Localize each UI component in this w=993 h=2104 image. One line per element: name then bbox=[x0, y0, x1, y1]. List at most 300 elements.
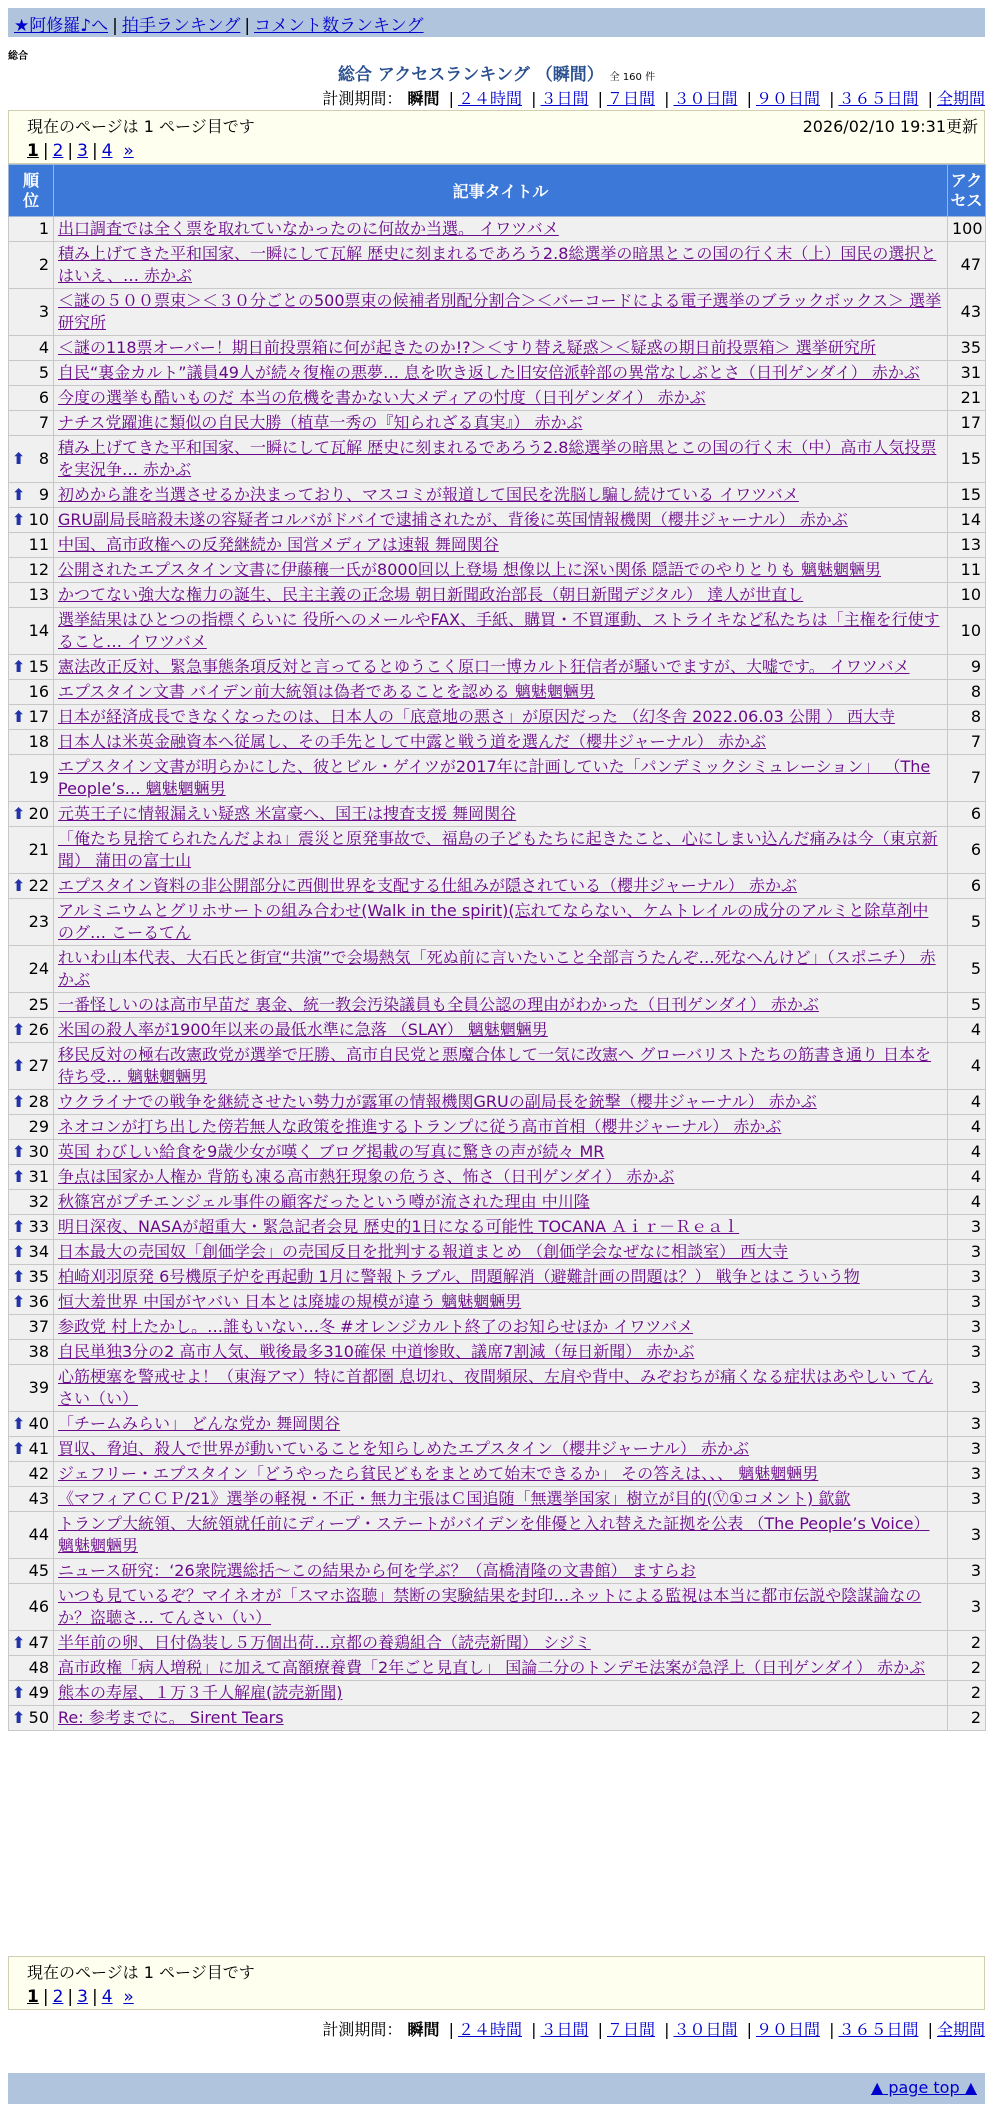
access-count: 7 bbox=[948, 755, 986, 802]
rank-cell bbox=[9, 436, 54, 483]
title-cell bbox=[54, 1656, 948, 1681]
rank-number: 16 bbox=[28, 682, 49, 701]
rank-cell bbox=[9, 802, 54, 827]
period-link-7d-bottom[interactable]: ７日間 bbox=[606, 2020, 655, 2039]
title-cell bbox=[54, 946, 948, 993]
access-count: 43 bbox=[948, 289, 986, 336]
page-current-bottom: 1 bbox=[27, 1987, 39, 2007]
article-title-link[interactable]: 買収、脅迫、殺人で世界が動いていることを知らしめたエプスタイン（櫻井ジャーナル） 赤かぶ bbox=[58, 1439, 750, 1458]
access-count: 4 bbox=[948, 1165, 986, 1190]
rank-number: 7 bbox=[38, 413, 49, 432]
rank-cell bbox=[9, 1190, 54, 1215]
title-cell bbox=[54, 1412, 948, 1437]
header-access: アクセス bbox=[948, 165, 986, 217]
table-row bbox=[9, 1190, 986, 1215]
rank-cell bbox=[9, 1315, 54, 1340]
period-link-24h[interactable]: ２４時間 bbox=[457, 89, 522, 108]
access-count: 100 bbox=[948, 217, 986, 242]
rank-up-icon: ⬆ bbox=[12, 1683, 26, 1702]
access-count: 2 bbox=[948, 1706, 986, 1731]
title-cell bbox=[54, 533, 948, 558]
access-count: 3 bbox=[948, 1315, 986, 1340]
rank-cell bbox=[9, 1215, 54, 1240]
page-top-link[interactable]: ▲ page top ▲ bbox=[870, 2078, 977, 2097]
bottom-bar bbox=[8, 2073, 985, 2104]
title-cell bbox=[54, 483, 948, 508]
current-page-text: 現在のページは 1 ページ目です bbox=[27, 117, 255, 136]
access-count: 3 bbox=[948, 1215, 986, 1240]
rank-number: 26 bbox=[28, 1020, 49, 1039]
table-row bbox=[9, 705, 986, 730]
rank-cell bbox=[9, 1140, 54, 1165]
article-title-link[interactable]: 出口調査では全く票を取れていなかったのに何故か当選。 イワツバメ bbox=[58, 219, 559, 238]
rank-cell bbox=[9, 1706, 54, 1731]
table-row bbox=[9, 336, 986, 361]
article-title-link[interactable]: Re: 参考までに。 Sirent Tears bbox=[58, 1708, 284, 1727]
period-link-3d[interactable]: ３日間 bbox=[540, 89, 589, 108]
page-link-2[interactable]: 2 bbox=[52, 141, 64, 161]
table-row bbox=[9, 386, 986, 411]
rank-number: 18 bbox=[28, 732, 49, 751]
rank-cell bbox=[9, 1115, 54, 1140]
period-link-all-bottom[interactable]: 全期間 bbox=[936, 2020, 985, 2039]
table-row bbox=[9, 436, 986, 483]
title-cell bbox=[54, 1487, 948, 1512]
rank-cell bbox=[9, 386, 54, 411]
rank-cell bbox=[9, 1559, 54, 1584]
title-cell bbox=[54, 1315, 948, 1340]
article-title-link[interactable]: 高市政権「病人増税」に加えて高額療養費「2年ごと見直し」 国論二分のトンデモ法案が急浮上（日刊ゲンダイ） 赤かぶ bbox=[58, 1658, 926, 1677]
title-cell bbox=[54, 1365, 948, 1412]
title-cell bbox=[54, 558, 948, 583]
title-cell bbox=[54, 217, 948, 242]
page-next-link-bottom[interactable]: » bbox=[123, 1987, 134, 2007]
rank-cell bbox=[9, 827, 54, 874]
table-row bbox=[9, 1240, 986, 1265]
article-title-link[interactable]: 日本最大の売国奴「創価学会」の売国反日を批判する報道まとめ （創価学会なぜなに相談室） 西大寺 bbox=[58, 1242, 789, 1261]
page-next-link[interactable]: » bbox=[123, 141, 134, 161]
rank-up-icon: ⬆ bbox=[12, 876, 26, 895]
access-count: 31 bbox=[948, 361, 986, 386]
table-row bbox=[9, 1656, 986, 1681]
rank-number: 48 bbox=[28, 1658, 49, 1677]
rank-cell bbox=[9, 336, 54, 361]
rank-number: 6 bbox=[38, 388, 49, 407]
article-title-link[interactable]: 熊本の寿屋、１万３千人解雇(読売新聞) bbox=[58, 1683, 343, 1702]
period-selector-bottom: 計測期間： 瞬間 | ２４時間 | ３日間 | ７日間 | ３０日間 | ９０日間 | ３６５日間 | 全期間 bbox=[322, 2020, 985, 2039]
access-count: 3 bbox=[948, 1512, 986, 1559]
table-row bbox=[9, 755, 986, 802]
title-cell bbox=[54, 242, 948, 289]
rank-up-icon: ⬆ bbox=[12, 510, 26, 529]
article-title-link[interactable]: ＜謎の118票オーバー！期日前投票箱に何が起きたのか!?＞＜すり替え疑惑＞＜疑惑の期日前投票箱＞ 選挙研究所 bbox=[58, 338, 876, 357]
article-title-link[interactable]: 自民“裏金カルト”議員49人が続々復権の悪夢… 息を吹き返した旧安倍派幹部の異常なしぶとさ（日刊ゲンダイ） 赤かぶ bbox=[58, 363, 920, 382]
access-count: 3 bbox=[948, 1240, 986, 1265]
rank-number: 22 bbox=[28, 876, 49, 895]
access-count: 35 bbox=[948, 336, 986, 361]
total-count: 全 160 件 bbox=[609, 72, 656, 83]
access-count: 2 bbox=[948, 1631, 986, 1656]
title-cell bbox=[54, 802, 948, 827]
rank-cell bbox=[9, 533, 54, 558]
access-count: 8 bbox=[948, 680, 986, 705]
article-title-link[interactable]: 元英王子に情報漏えい疑惑 米富豪へ、国王は捜査支援 舞岡関谷 bbox=[58, 804, 517, 823]
article-title-link[interactable]: 柏崎刈羽原発 6号機原子炉を再起動 1月に警報トラブル、問題解消（避難計画の問題は？） 戦争とはこういう物 bbox=[58, 1267, 860, 1286]
article-title-link[interactable]: 今度の選挙も酷いものだ 本当の危機を書かない大メディアの忖度（日刊ゲンダイ） 赤かぶ bbox=[58, 388, 706, 407]
access-count: 4 bbox=[948, 1140, 986, 1165]
table-row bbox=[9, 730, 986, 755]
rank-cell bbox=[9, 1584, 54, 1631]
rank-number: 34 bbox=[28, 1242, 49, 1261]
table-row bbox=[9, 1365, 986, 1412]
article-title-link[interactable]: ナチス党躍進に類似の自民大勝（植草一秀の『知られざる真実』） 赤かぶ bbox=[58, 413, 583, 432]
rank-up-icon: ⬆ bbox=[12, 1242, 26, 1261]
nav-link-asyura-home[interactable]: ★阿修羅♪へ bbox=[14, 16, 109, 36]
rank-number: 11 bbox=[28, 535, 49, 554]
rank-number: 25 bbox=[28, 995, 49, 1014]
rank-number: 28 bbox=[28, 1092, 49, 1111]
article-title-link[interactable]: 米国の殺人率が1900年以来の最低水準に急落 （SLAY） 魑魅魍魎男 bbox=[58, 1020, 548, 1039]
title-cell bbox=[54, 1437, 948, 1462]
access-count: 5 bbox=[948, 946, 986, 993]
title-cell bbox=[54, 608, 948, 655]
article-title-link[interactable]: GRU副局長暗殺未遂の容疑者コルバがドバイで逮捕されたが、背後に英国情報機関（櫻井ジャーナル） 赤かぶ bbox=[58, 510, 848, 529]
article-title-link[interactable]: 恒大羞世界 中国がヤバい 日本とは廃墟の規模が違う 魑魅魍魎男 bbox=[58, 1292, 522, 1311]
title-cell bbox=[54, 1462, 948, 1487]
access-count: 11 bbox=[948, 558, 986, 583]
article-title-link[interactable]: 「俺たち見捨てられたんだよね」震災と原発事故で、福島の子どもたちに起きたこと、心にしまい込んだ痛みは今（東京新聞） 蒲田の富士山 bbox=[58, 829, 938, 870]
access-count: 14 bbox=[948, 508, 986, 533]
table-row bbox=[9, 1462, 986, 1487]
rank-number: 1 bbox=[38, 219, 49, 238]
access-count: 9 bbox=[948, 655, 986, 680]
rank-number: 40 bbox=[28, 1414, 49, 1433]
table-row bbox=[9, 1412, 986, 1437]
table-row bbox=[9, 1115, 986, 1140]
rank-up-icon: ⬆ bbox=[12, 707, 26, 726]
page-link-4[interactable]: 4 bbox=[101, 141, 113, 161]
table-row bbox=[9, 1706, 986, 1731]
rank-cell bbox=[9, 1265, 54, 1290]
rank-number: 45 bbox=[28, 1561, 49, 1580]
access-count: 3 bbox=[948, 1559, 986, 1584]
ranking-table-body bbox=[9, 217, 986, 1731]
article-title-link[interactable]: 日本人は米英金融資本へ従属し、その手先として中露と戦う道を選んだ（櫻井ジャーナル） 赤かぶ bbox=[58, 732, 766, 751]
table-row bbox=[9, 1584, 986, 1631]
rank-number: 21 bbox=[28, 840, 49, 859]
table-row bbox=[9, 1290, 986, 1315]
rank-number: 44 bbox=[28, 1525, 49, 1544]
rank-cell bbox=[9, 1365, 54, 1412]
rank-cell bbox=[9, 1043, 54, 1090]
table-row bbox=[9, 1681, 986, 1706]
article-title-link[interactable]: 中国、高市政権への反発継続か 国営メディアは速報 舞岡関谷 bbox=[58, 535, 499, 554]
table-row bbox=[9, 361, 986, 386]
rank-cell bbox=[9, 1437, 54, 1462]
article-title-link[interactable]: アルミニウムとグリホサートの組み合わせ(Walk in the spirit)(忘れてならない、ケムトレイルの成分のアルミと除草剤中のグ… こーるてん bbox=[58, 901, 929, 942]
title-cell bbox=[54, 289, 948, 336]
table-row bbox=[9, 1140, 986, 1165]
article-title-link[interactable]: ネオコンが打ち出した傍若無人な政策を推進するトランプに従う高市首相（櫻井ジャーナル） 赤かぶ bbox=[58, 1117, 782, 1136]
rank-cell bbox=[9, 730, 54, 755]
rank-cell bbox=[9, 1681, 54, 1706]
title-cell bbox=[54, 827, 948, 874]
article-title-link[interactable]: トランプ大統領、大統領就任前にディープ・ステートがバイデンを俳優と入れ替えた証拠を公表 （The People’s Voice） 魑魅魍魎男 bbox=[58, 1514, 930, 1555]
nav-link-clap-ranking[interactable]: 拍手ランキング bbox=[121, 16, 241, 36]
period-link-90d-bottom[interactable]: ９０日間 bbox=[755, 2020, 820, 2039]
table-row bbox=[9, 411, 986, 436]
rank-up-icon: ⬆ bbox=[12, 1167, 26, 1186]
table-header-row bbox=[9, 165, 986, 217]
rank-number: 35 bbox=[28, 1267, 49, 1286]
rank-number: 30 bbox=[28, 1142, 49, 1161]
title-cell bbox=[54, 508, 948, 533]
access-count: 3 bbox=[948, 1437, 986, 1462]
rank-up-icon: ⬆ bbox=[12, 1092, 26, 1111]
pagination-top bbox=[8, 110, 985, 164]
article-title-link[interactable]: 《マフィアＣＣＰ/21》選挙の軽視・不正・無力主張はＣ国追随「無選挙国家」樹立が目的(Ⓥ①コメント) 歙歙 bbox=[58, 1489, 851, 1508]
rank-cell bbox=[9, 483, 54, 508]
article-title-link[interactable]: 半年前の卵、日付偽装し５万個出荷…京都の養鶏組合（読売新聞） シジミ bbox=[58, 1633, 591, 1652]
access-count: 15 bbox=[948, 483, 986, 508]
rank-number: 20 bbox=[28, 804, 49, 823]
period-link-365d-bottom[interactable]: ３６５日間 bbox=[838, 2020, 919, 2039]
title-cell bbox=[54, 361, 948, 386]
rank-up-icon: ⬆ bbox=[12, 1142, 26, 1161]
access-count: 5 bbox=[948, 993, 986, 1018]
rank-number: 23 bbox=[28, 912, 49, 931]
article-title-link[interactable]: 初めから誰を当選させるか決まっており、マスコミが報道して国民を洗脳し騙し続けている イワツバメ bbox=[58, 485, 799, 504]
table-row bbox=[9, 608, 986, 655]
title-cell bbox=[54, 1706, 948, 1731]
page-current: 1 bbox=[27, 141, 39, 161]
rank-number: 36 bbox=[28, 1292, 49, 1311]
period-link-365d[interactable]: ３６５日間 bbox=[838, 89, 919, 108]
table-row bbox=[9, 558, 986, 583]
rank-number: 31 bbox=[28, 1167, 49, 1186]
article-title-link[interactable]: エプスタイン文書が明らかにした、彼とビル・ゲイツが2017年に計画していた「パンデミックシミュレーション」 （The People’s… 魑魅魍魎男 bbox=[58, 757, 931, 798]
access-count: 3 bbox=[948, 1290, 986, 1315]
table-row bbox=[9, 508, 986, 533]
access-count: 4 bbox=[948, 1043, 986, 1090]
table-row bbox=[9, 946, 986, 993]
access-count: 5 bbox=[948, 899, 986, 946]
access-count: 3 bbox=[948, 1265, 986, 1290]
table-row bbox=[9, 1043, 986, 1090]
rank-up-icon: ⬆ bbox=[12, 657, 26, 676]
title-cell bbox=[54, 336, 948, 361]
access-count: 47 bbox=[948, 242, 986, 289]
article-title-link[interactable]: れいわ山本代表、大石氏と街宣“共演”で会場熱気「死ぬ前に言いたいこと全部言うたんぞ…死なへんけど」（スポニチ） 赤かぶ bbox=[58, 948, 936, 989]
title-cell bbox=[54, 1631, 948, 1656]
article-title-link[interactable]: 憲法改正反対、緊急事態条項反対と言ってるとゆうこく原口一博カルト狂信者が騒いでますが、大嘘です。 イワツバメ bbox=[58, 657, 910, 676]
access-count: 3 bbox=[948, 1412, 986, 1437]
nav-link-comment-ranking[interactable]: コメント数ランキング bbox=[254, 16, 424, 36]
title-cell bbox=[54, 705, 948, 730]
title-cell bbox=[54, 680, 948, 705]
title-cell bbox=[54, 436, 948, 483]
page-link-4-bottom[interactable]: 4 bbox=[101, 1987, 113, 2007]
title-cell bbox=[54, 1584, 948, 1631]
period-link-7d[interactable]: ７日間 bbox=[606, 89, 655, 108]
title-cell bbox=[54, 1018, 948, 1043]
title-cell bbox=[54, 1043, 948, 1090]
rank-number: 50 bbox=[28, 1708, 49, 1727]
rank-cell bbox=[9, 874, 54, 899]
article-title-link[interactable]: 秋篠宮がプチエンジェル事件の顧客だったという噂が流された理由 中川隆 bbox=[58, 1192, 590, 1211]
access-count: 4 bbox=[948, 1018, 986, 1043]
rank-number: 47 bbox=[28, 1633, 49, 1652]
access-count: 6 bbox=[948, 802, 986, 827]
article-title-link[interactable]: 英国 わびしい給食を9歳少女が嘆く ブログ掲載の写真に驚きの声が続々 MR bbox=[58, 1142, 605, 1161]
article-title-link[interactable]: 参政党 村上たかし。…誰もいない…冬 #オレンジカルト終了のお知らせほか イワツバメ bbox=[58, 1317, 694, 1336]
rank-cell bbox=[9, 899, 54, 946]
title-cell bbox=[54, 1190, 948, 1215]
rank-cell bbox=[9, 583, 54, 608]
table-row bbox=[9, 899, 986, 946]
table-row bbox=[9, 1437, 986, 1462]
rank-number: 13 bbox=[28, 585, 49, 604]
article-title-link[interactable]: 公開されたエプスタイン文書に伊藤穰一氏が8000回以上登場 想像以上に深い関係 隠語でのやりとりも 魑魅魍魎男 bbox=[58, 560, 882, 579]
title-cell bbox=[54, 1240, 948, 1265]
access-count: 10 bbox=[948, 583, 986, 608]
access-count: 2 bbox=[948, 1681, 986, 1706]
rank-cell bbox=[9, 1462, 54, 1487]
page-links-bottom: 1 | 2 | 3 | 4 » bbox=[27, 1987, 134, 2007]
title-cell bbox=[54, 655, 948, 680]
ranking-title: 総合 アクセスランキング （瞬間） bbox=[337, 65, 604, 85]
rank-up-icon: ⬆ bbox=[12, 1439, 26, 1458]
rank-number: 49 bbox=[28, 1683, 49, 1702]
table-row bbox=[9, 533, 986, 558]
period-link-3d-bottom[interactable]: ３日間 bbox=[540, 2020, 589, 2039]
rank-cell bbox=[9, 680, 54, 705]
article-title-link[interactable]: 明日深夜、NASAが超重大・緊急記者会見 歴史的1日になる可能性 TOCANA Ａｉｒ－Ｒｅａｌ bbox=[58, 1217, 740, 1236]
rank-number: 33 bbox=[28, 1217, 49, 1236]
rank-number: 17 bbox=[28, 707, 49, 726]
article-title-link[interactable]: 心筋梗塞を警戒せよ！（東海アマ）特に首都圏 息切れ、夜間頻尿、左肩や背中、みぞおちが痛くなる症状はあやしい てんさい（い） bbox=[58, 1367, 934, 1408]
article-title-link[interactable]: ＜謎の５００票束＞＜３０分ごとの500票束の候補者別配分割合＞＜バーコードによる電子選挙のブラックボックス＞ 選挙研究所 bbox=[58, 291, 942, 332]
rank-number: 38 bbox=[28, 1342, 49, 1361]
updated-timestamp: 2026/02/10 19:31更新 bbox=[802, 117, 978, 136]
access-count: 21 bbox=[948, 386, 986, 411]
rank-cell bbox=[9, 1656, 54, 1681]
access-count: 3 bbox=[948, 1584, 986, 1631]
table-row bbox=[9, 242, 986, 289]
rank-cell bbox=[9, 946, 54, 993]
rank-number: 9 bbox=[38, 485, 49, 504]
article-title-link[interactable]: 選挙結果はひとつの指標くらいに 役所へのメールやFAX、手紙、購買・不買運動、ストライキなど私たちは「主権を行使すること… イワツバメ bbox=[58, 610, 940, 651]
period-link-30d[interactable]: ３０日間 bbox=[673, 89, 738, 108]
title-cell bbox=[54, 1559, 948, 1584]
article-title-link[interactable]: エプスタイン文書 バイデン前大統領は偽者であることを認める 魑魅魍魎男 bbox=[58, 682, 595, 701]
article-title-link[interactable]: 日本が経済成長できなくなったのは、日本人の「底意地の悪さ」が原因だった （幻冬舎 2022.06.03 公開 ） 西大寺 bbox=[58, 707, 896, 726]
page-link-2-bottom[interactable]: 2 bbox=[52, 1987, 64, 2007]
table-row bbox=[9, 1090, 986, 1115]
title-cell bbox=[54, 1140, 948, 1165]
access-count: 3 bbox=[948, 1487, 986, 1512]
article-title-link[interactable]: ニュース研究：‘26衆院選総括〜この結果から何を学ぶ？（高橋清隆の文書館） ますらお bbox=[58, 1561, 696, 1580]
period-current: 瞬間 bbox=[407, 89, 440, 108]
article-title-link[interactable]: いつも見ているぞ？マイネオが「スマホ盗聴」禁断の実験結果を封印…ネットによる監視は本当に都市伝説や陰謀論なのか？盗聴さ… てんさい（い） bbox=[58, 1586, 922, 1627]
rank-cell bbox=[9, 993, 54, 1018]
top-nav-bar: ★阿修羅♪へ | 拍手ランキング | コメント数ランキング bbox=[8, 8, 985, 37]
article-title-link[interactable]: 一番怪しいのは高市早苗だ 裏金、統一教会汚染議員も全員公認の理由がわかった（日刊ゲンダイ） 赤かぶ bbox=[58, 995, 819, 1014]
rank-cell bbox=[9, 1165, 54, 1190]
article-title-link[interactable]: ウクライナでの戦争を継続させたい勢力が露軍の情報機関GRUの副局長を銃撃（櫻井ジャーナル） 赤かぶ bbox=[58, 1092, 817, 1111]
ranking-table bbox=[8, 164, 986, 1731]
title-cell bbox=[54, 1290, 948, 1315]
table-row bbox=[9, 1631, 986, 1656]
page-links: 1 | 2 | 3 | 4 » bbox=[27, 141, 134, 161]
article-title-link[interactable]: エプスタイン資料の非公開部分に西側世界を支配する仕組みが隠されている（櫻井ジャーナル） 赤かぶ bbox=[58, 876, 798, 895]
period-link-24h-bottom[interactable]: ２４時間 bbox=[457, 2020, 522, 2039]
period-selector-top: 計測期間： 瞬間 | ２４時間 | ３日間 | ７日間 | ３０日間 | ９０日間 | ３６５日間 | 全期間 bbox=[322, 89, 985, 108]
rank-up-icon: ⬆ bbox=[12, 449, 26, 468]
article-title-link[interactable]: 「チームみらい」 どんな党か 舞岡関谷 bbox=[58, 1414, 341, 1433]
article-title-link[interactable]: 争点は国家か人権か 背筋も凍る高市熱狂現象の危うさ、怖さ（日刊ゲンダイ） 赤かぶ bbox=[58, 1167, 675, 1186]
pagination-bottom bbox=[8, 1956, 985, 2010]
table-row bbox=[9, 1265, 986, 1290]
rank-cell bbox=[9, 1412, 54, 1437]
table-row bbox=[9, 583, 986, 608]
table-row bbox=[9, 1315, 986, 1340]
article-title-link[interactable]: 自民単独3分の2 高市人気、戦後最多310確保 中道惨敗、議席7割減（毎日新聞） 赤かぶ bbox=[58, 1342, 695, 1361]
access-count: 3 bbox=[948, 1365, 986, 1412]
article-title-link[interactable]: 移民反対の極右改憲政党が選挙で圧勝、高市自民党と悪魔合体して一気に改憲へ グローバリストたちの筋書き通り 日本を待ち受… 魑魅魍魎男 bbox=[58, 1045, 932, 1086]
rank-number: 39 bbox=[28, 1378, 49, 1397]
period-label: 計測期間： bbox=[322, 89, 403, 108]
title-cell bbox=[54, 1265, 948, 1290]
table-row bbox=[9, 217, 986, 242]
period-link-all[interactable]: 全期間 bbox=[936, 89, 985, 108]
rank-cell bbox=[9, 411, 54, 436]
rank-number: 12 bbox=[28, 560, 49, 579]
access-count: 7 bbox=[948, 730, 986, 755]
article-title-link[interactable]: 積み上げてきた平和国家、一瞬にして瓦解 歴史に刻まれるであろう2.8総選挙の暗黒とこの国の行く末（上）国民の選択とはいえ、… 赤かぶ bbox=[58, 244, 937, 285]
access-count: 15 bbox=[948, 436, 986, 483]
period-link-90d[interactable]: ９０日間 bbox=[755, 89, 820, 108]
rank-up-icon: ⬆ bbox=[12, 1056, 26, 1075]
rank-up-icon: ⬆ bbox=[12, 1292, 26, 1311]
table-row bbox=[9, 1487, 986, 1512]
rank-number: 29 bbox=[28, 1117, 49, 1136]
article-title-link[interactable]: 積み上げてきた平和国家、一瞬にして瓦解 歴史に刻まれるであろう2.8総選挙の暗黒とこの国の行く末（中）高市人気投票を実況争… 赤かぶ bbox=[58, 438, 937, 479]
rank-up-icon: ⬆ bbox=[12, 485, 26, 504]
table-row bbox=[9, 483, 986, 508]
rank-up-icon: ⬆ bbox=[12, 1020, 26, 1039]
title-cell bbox=[54, 411, 948, 436]
page-link-3[interactable]: 3 bbox=[77, 141, 88, 161]
access-count: 4 bbox=[948, 1115, 986, 1140]
access-count: 4 bbox=[948, 1190, 986, 1215]
rank-up-icon: ⬆ bbox=[12, 1267, 26, 1286]
period-label-bottom: 計測期間： bbox=[322, 2020, 403, 2039]
page-link-3-bottom[interactable]: 3 bbox=[77, 1987, 88, 2007]
rank-number: 2 bbox=[38, 255, 49, 274]
article-title-link[interactable]: かつてない強大な権力の誕生、民主主義の正念場 朝日新聞政治部長（朝日新聞デジタル） 達人が世直し bbox=[58, 585, 804, 604]
table-row bbox=[9, 1559, 986, 1584]
table-row bbox=[9, 993, 986, 1018]
rank-cell bbox=[9, 1631, 54, 1656]
rank-number: 15 bbox=[28, 657, 49, 676]
title-cell bbox=[54, 1165, 948, 1190]
rank-number: 19 bbox=[28, 768, 49, 787]
period-link-30d-bottom[interactable]: ３０日間 bbox=[673, 2020, 738, 2039]
rank-number: 4 bbox=[38, 338, 49, 357]
article-title-link[interactable]: ジェフリー・エプスタイン「どうやったら貧民どもをまとめて始末できるか」 その答えは、、、 魑魅魍魎男 bbox=[58, 1464, 819, 1483]
rank-cell bbox=[9, 1290, 54, 1315]
